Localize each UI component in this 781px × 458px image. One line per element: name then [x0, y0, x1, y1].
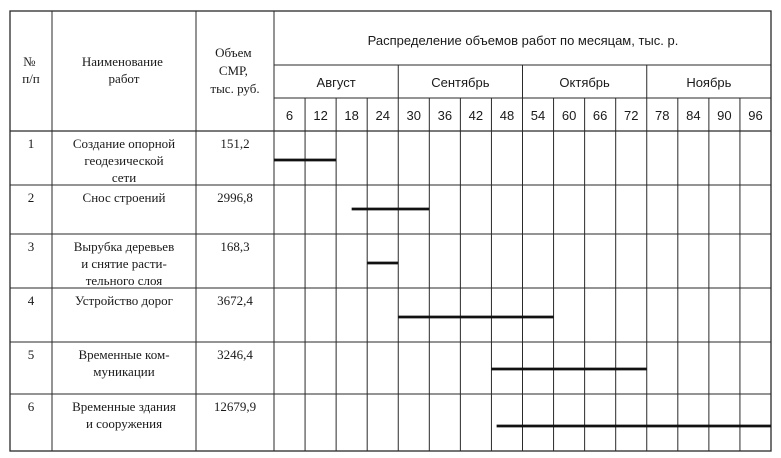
table-body — [28, 136, 771, 431]
row-volume: 3246,4 — [217, 347, 253, 362]
row-volume: 3672,4 — [217, 293, 253, 308]
row-number: 1 — [27, 136, 35, 151]
row-name: Создание опорной геодезической сети — [72, 136, 176, 185]
header-name: Наименование работ — [81, 54, 163, 86]
day-header: 54 — [530, 108, 546, 123]
day-header: 60 — [561, 108, 577, 123]
month-header: Октябрь — [559, 75, 610, 90]
month-header: Сентябрь — [431, 75, 490, 90]
day-header: 78 — [655, 108, 670, 123]
row-volume: 12679,9 — [213, 399, 257, 414]
header-volume: Объем СМР, тыс. руб. — [210, 45, 260, 96]
day-header: 12 — [313, 108, 328, 123]
day-header: 96 — [748, 108, 763, 123]
day-header: 72 — [623, 108, 639, 123]
table-row — [28, 293, 554, 317]
day-header: 30 — [406, 108, 422, 123]
table-row — [28, 399, 771, 431]
row-volume: 168,3 — [220, 239, 250, 254]
row-name: Временные ком-муникации — [78, 347, 170, 379]
table-row — [28, 136, 336, 185]
row-number: 2 — [27, 190, 35, 205]
row-number: 6 — [27, 399, 35, 414]
day-header: 24 — [375, 108, 390, 123]
day-header: 6 — [285, 108, 294, 123]
table-row — [28, 190, 430, 209]
row-name: Временные здания и сооружения — [72, 399, 176, 431]
row-number: 3 — [27, 239, 35, 254]
day-header: 48 — [499, 108, 515, 123]
header-num: № п/п — [22, 54, 40, 86]
header-distribution: Распределение объемов работ по месяцам, тыс. р. — [367, 33, 679, 48]
row-name: Устройство дорог — [75, 293, 173, 308]
row-volume: 2996,8 — [217, 190, 253, 205]
table-row — [28, 239, 399, 288]
day-header: 36 — [437, 108, 453, 123]
day-header: 90 — [717, 108, 732, 123]
row-name: Вырубка деревьев и снятие расти-тельного слоя — [73, 239, 175, 288]
row-name: Снос строений — [82, 190, 166, 205]
row-number: 4 — [27, 293, 35, 308]
row-number: 5 — [27, 347, 35, 362]
day-headers — [286, 108, 763, 123]
month-headers — [317, 75, 732, 90]
month-header: Август — [316, 75, 356, 90]
row-volume: 151,2 — [220, 136, 250, 151]
day-header: 42 — [468, 108, 484, 123]
day-header: 84 — [686, 108, 701, 123]
day-header: 18 — [344, 108, 359, 123]
month-header: Ноябрь — [686, 75, 732, 90]
day-header: 66 — [592, 108, 608, 123]
